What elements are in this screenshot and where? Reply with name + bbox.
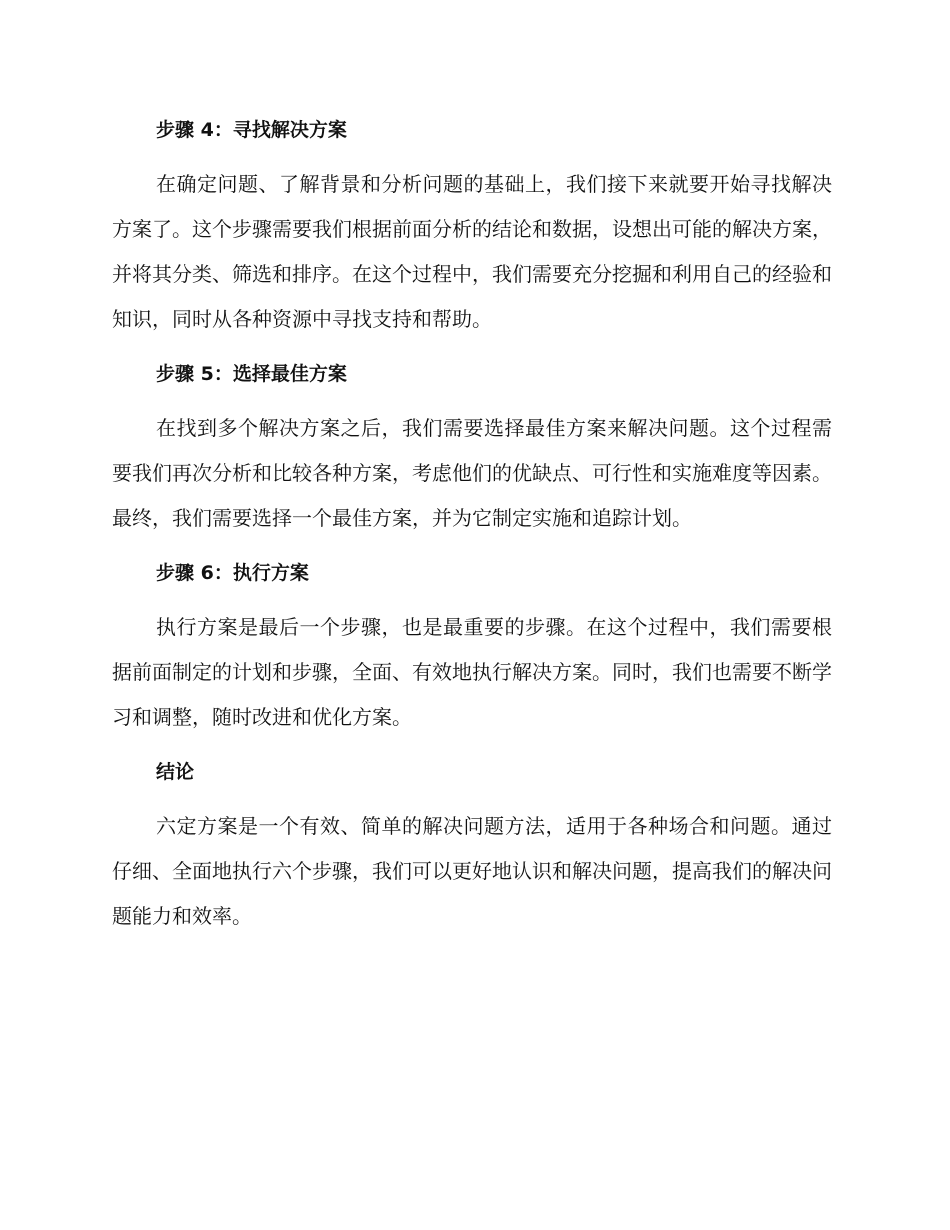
section-heading-conclusion: 结论 bbox=[156, 761, 195, 783]
section-heading-step-6: 步骤 6：执行方案 bbox=[156, 562, 309, 584]
section-paragraph-step-6: 执行方案是最后一个步骤，也是最重要的步骤。在这个过程中，我们需要根据前面制定的计划和步骤，全面、有效地执行解决方案。同时，我们也需要不断学习和调整，随时改进和优化方案。 bbox=[112, 615, 832, 729]
section-paragraph-step-4: 在确定问题、了解背景和分析问题的基础上，我们接下来就要开始寻找解决方案了。这个步骤需要我们根据前面分析的结论和数据，设想出可能的解决方案，并将其分类、筛选和排序。在这个过程中，我们需要充分挖掘和利用自己的经验和知识，同时从各种资源中寻找支持和帮助。 bbox=[112, 172, 832, 331]
section-paragraph-step-5: 在找到多个解决方案之后，我们需要选择最佳方案来解决问题。这个过程需要我们再次分析和比较各种方案，考虑他们的优缺点、可行性和实施难度等因素。最终，我们需要选择一个最佳方案，并为它制定实施和追踪计划。 bbox=[112, 416, 832, 530]
section-heading-step-5: 步骤 5：选择最佳方案 bbox=[156, 363, 347, 385]
section-paragraph-conclusion: 六定方案是一个有效、简单的解决问题方法，适用于各种场合和问题。通过仔细、全面地执行六个步骤，我们可以更好地认识和解决问题，提高我们的解决问题能力和效率。 bbox=[112, 814, 832, 928]
section-heading-step-4: 步骤 4：寻找解决方案 bbox=[156, 119, 347, 141]
document-body bbox=[112, 110, 832, 951]
